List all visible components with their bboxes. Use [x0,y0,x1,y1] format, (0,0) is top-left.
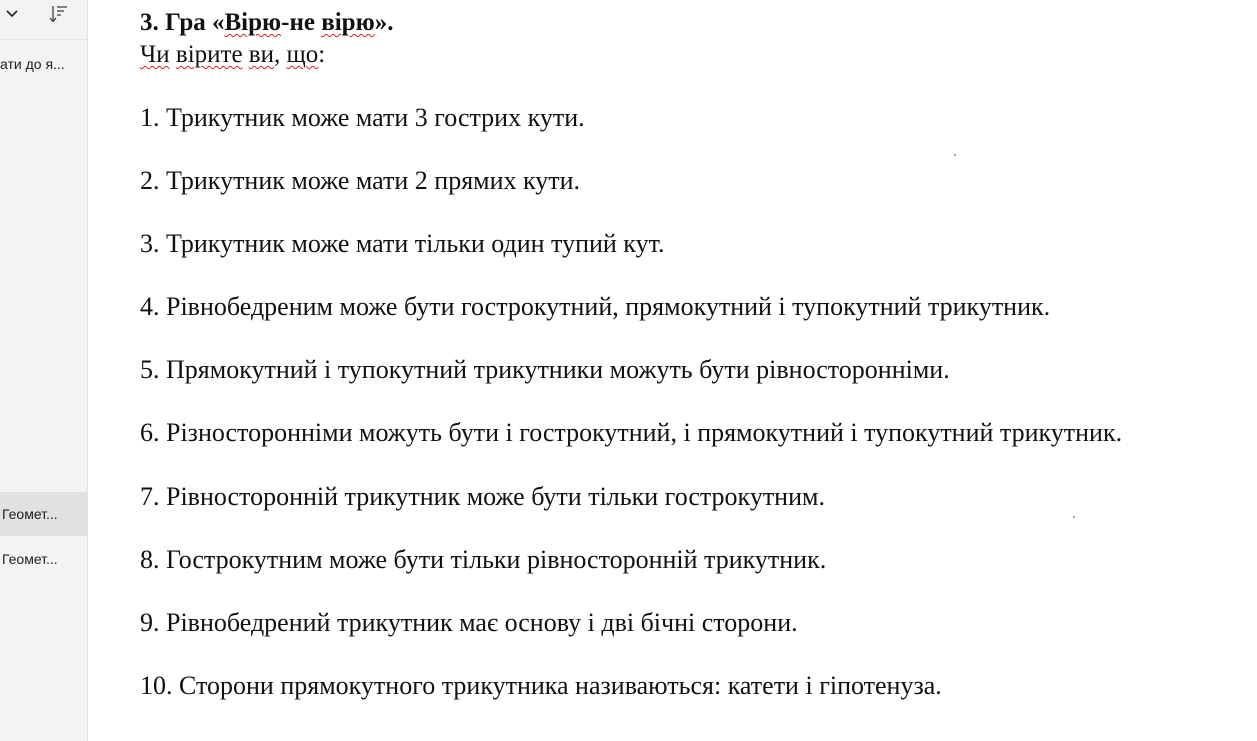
subheading-suffix: : [318,41,326,68]
sidebar-toolbar [0,0,88,40]
heading-word: Вірю [224,9,282,36]
question-7: 7. Рівносторонній трикутник може бути тільки гострокутним. [140,482,825,511]
section-heading [140,7,393,39]
question-6: 6. Різносторонніми можуть бути і гострокутний, і прямокутний і тупокутний трикутник. [140,418,1123,447]
subheading-word: ви [248,41,274,68]
sort-icon[interactable] [47,2,69,26]
subheading-word: Чи [140,41,170,68]
question-9: 9. Рівнобедрений трикутник має основу і дві бічні сторони. [140,608,798,637]
sidebar-item-note-3[interactable] [0,537,87,581]
sidebar-item-note-2[interactable] [0,492,87,536]
section-subheading [140,39,325,71]
heading-word: вірю [321,9,375,36]
sidebar [0,0,88,741]
sidebar-item-note-1[interactable] [0,42,87,86]
question-8: 8. Гострокутним може бути тільки рівносторонній трикутник. [140,545,827,574]
heading-middle: -не [281,9,322,36]
question-4: 4. Рівнобедреним може бути гострокутний, прямокутний і тупокутний трикутник. [140,292,1051,321]
question-5: 5. Прямокутний і тупокутний трикутники можуть бути рівносторонніми. [140,355,950,384]
chevron-down-icon[interactable] [2,3,22,25]
sidebar-item-label: Геомет... [2,506,58,522]
subheading-word: вірите [175,41,243,68]
question-2: 2. Трикутник може мати 2 прямих кути. [140,166,581,195]
subheading-space: , [273,41,287,68]
subheading-word: що [286,41,319,68]
question-10: 10. Сторони прямокутного трикутника називаються: катети і гіпотенуза. [140,671,942,700]
question-1: 1. Трикутник може мати 3 гострих кути. [140,103,585,132]
ink-dot [1073,516,1075,518]
sidebar-item-label: ати до я... [0,56,65,72]
question-3: 3. Трикутник може мати тільки один тупий кут. [140,229,665,258]
heading-prefix: 3. Гра « [140,9,225,36]
sidebar-item-label: Геомет... [2,551,58,567]
heading-suffix: ». [374,9,394,36]
ink-dot [954,154,956,156]
